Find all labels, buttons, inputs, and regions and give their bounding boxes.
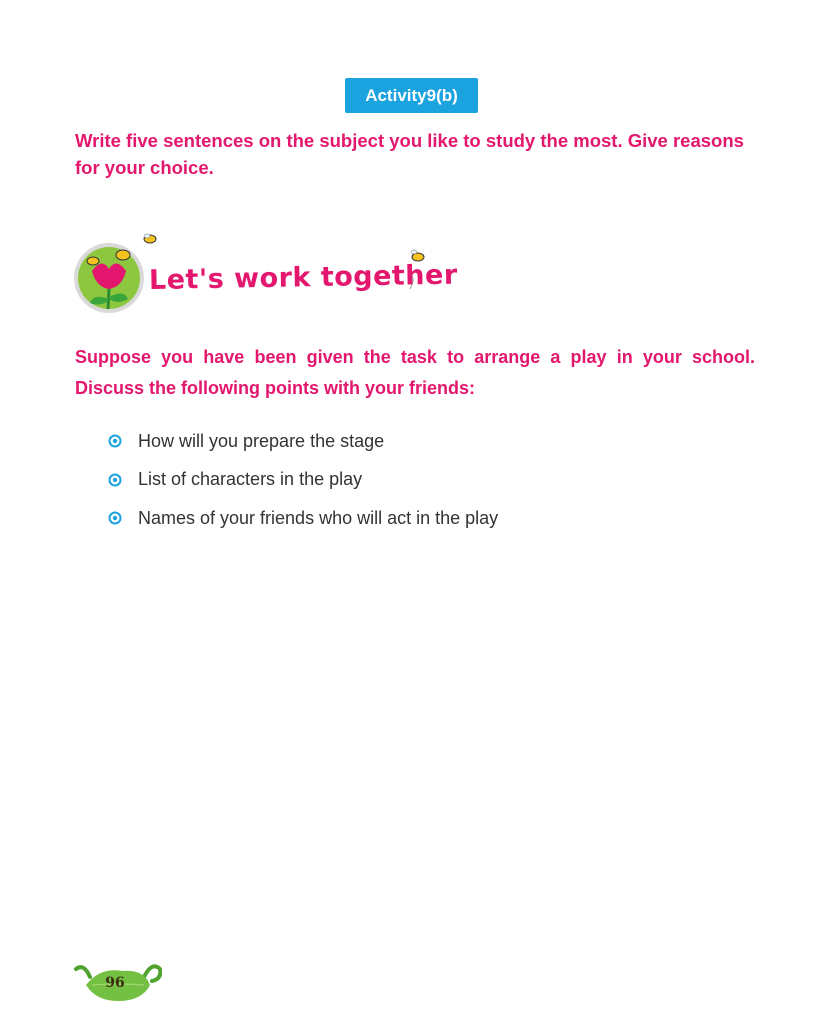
point-text: Names of your friends who will act in the play — [138, 507, 499, 528]
circle-bullet-icon — [108, 473, 122, 487]
list-item — [108, 461, 498, 500]
task-line-1: Suppose you have been given the task to arrange a play in your school. — [75, 347, 755, 367]
section-title: Let's work together — [148, 259, 458, 296]
circle-bullet-icon — [108, 434, 122, 448]
list-item — [108, 422, 498, 461]
circle-bullet-icon — [108, 511, 122, 525]
page-number: 96 — [105, 975, 125, 991]
activity-badge: Activity9(b) — [345, 78, 478, 113]
point-text: List of characters in the play — [138, 469, 363, 490]
task-line-2: Discuss the following points with your friends: — [75, 378, 476, 398]
activity-instruction: Write five sentences on the subject you like to study the most. Give reasons for your choice. — [75, 130, 744, 178]
point-text: How will you prepare the stage — [138, 430, 385, 451]
task-description — [75, 342, 755, 404]
list-item — [108, 499, 498, 538]
discussion-points — [108, 422, 498, 538]
